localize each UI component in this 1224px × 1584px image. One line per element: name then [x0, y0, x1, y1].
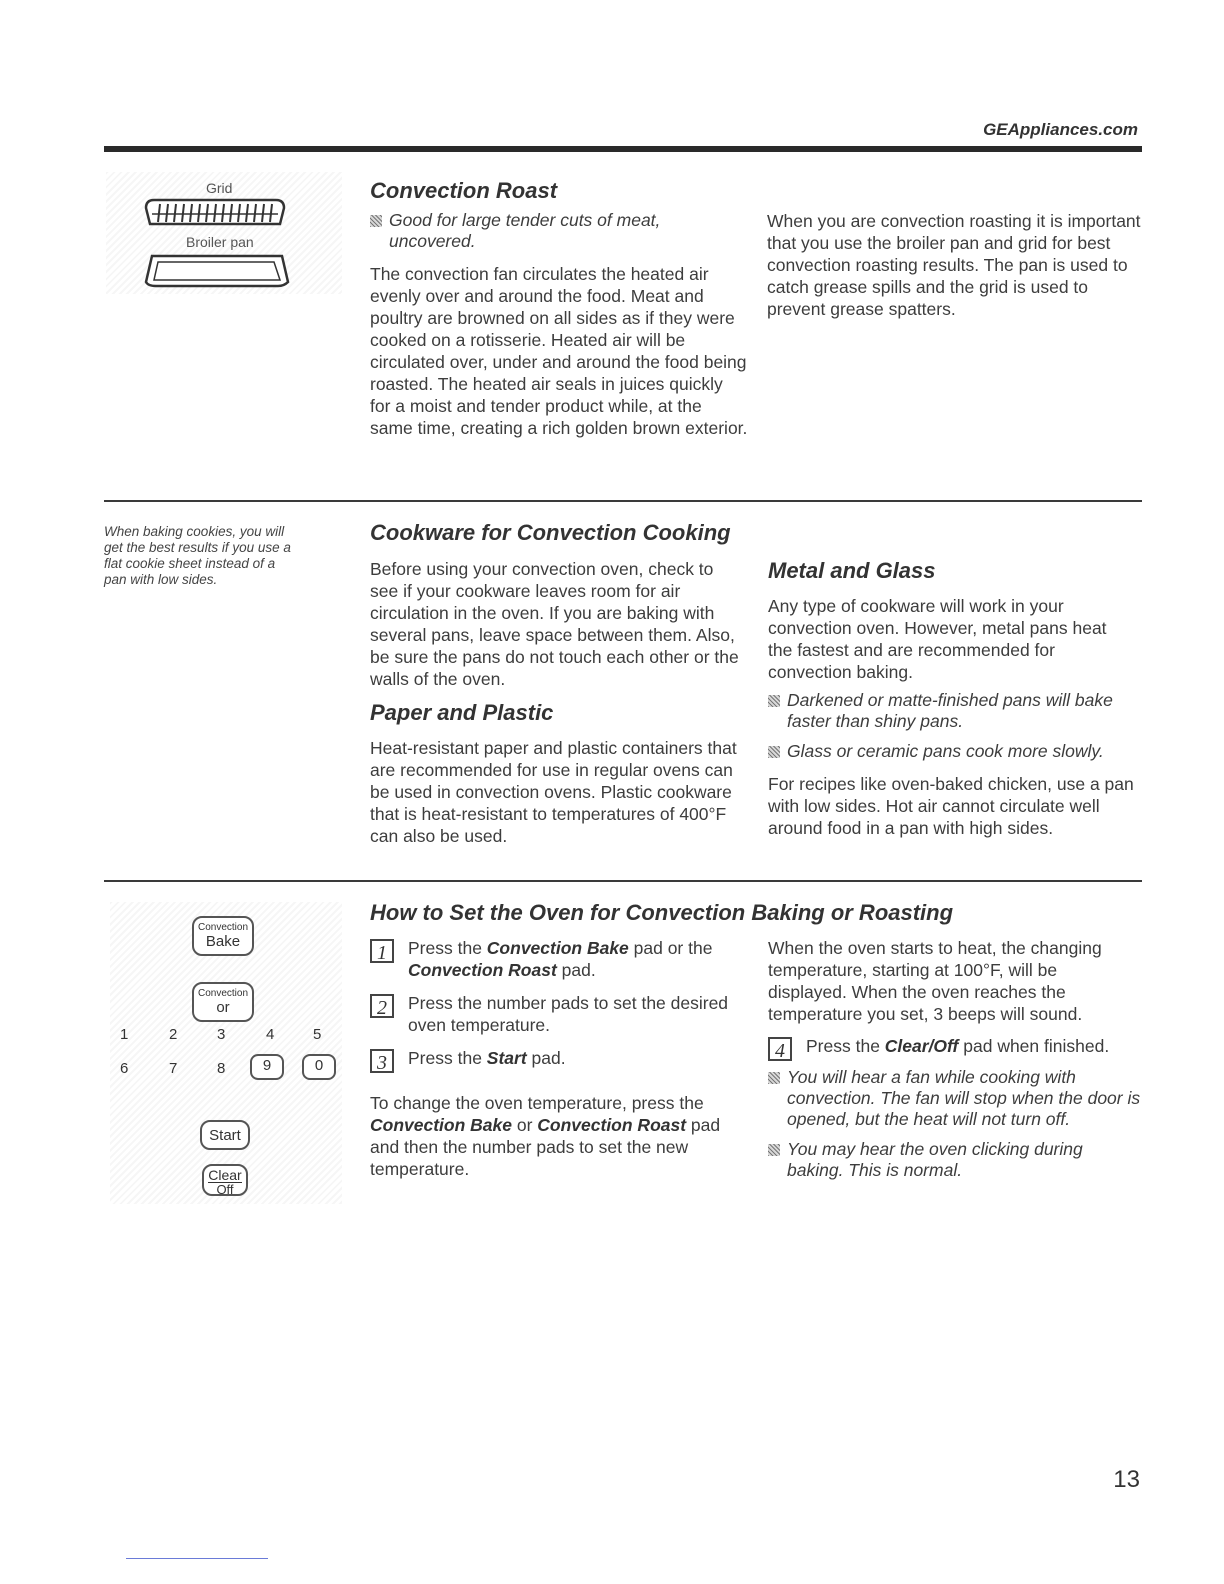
clear-label: Clear	[208, 1167, 242, 1183]
metal-glass-body: Any type of cookware will work in your convection oven. However, metal pans heat the fastest and are recommended for convection baking.	[768, 596, 1107, 682]
pad-top-label: Convection	[197, 922, 249, 933]
bullet-square-icon	[768, 1144, 780, 1156]
bullet-text: Good for large tender cuts of meat, uncovered.	[389, 210, 661, 251]
step-number: 4	[768, 1037, 792, 1061]
grid-label: Grid	[206, 180, 233, 196]
section-divider-2	[104, 880, 1142, 882]
bullet-square-icon	[768, 1072, 780, 1084]
bullet-text: Darkened or matte-finished pans will bake faster than shiny pans.	[787, 690, 1113, 731]
how-to-title: How to Set the Oven for Convection Baking or Roasting	[370, 900, 954, 925]
cookware-title: Cookware for Convection Cooking	[370, 520, 731, 545]
bullet-square-icon	[768, 746, 780, 758]
bullet-text: You may hear the oven clicking during baking. This is normal.	[787, 1139, 1083, 1180]
list-item	[768, 690, 1138, 732]
step-4-text: Press the Clear/Off pad when finished.	[806, 1036, 1110, 1056]
step-3-text: Press the Start pad.	[408, 1048, 566, 1068]
list-item	[768, 741, 1138, 762]
paper-plastic-title: Paper and Plastic	[370, 700, 554, 725]
metal-glass-footer: For recipes like oven-baked chicken, use a pan with low sides. Hot air cannot circulate well around food in a pan with high sides.	[768, 774, 1134, 838]
metal-glass-title: Metal and Glass	[768, 558, 936, 583]
page-number: 13	[1113, 1466, 1140, 1493]
bullet-square-icon	[370, 215, 382, 227]
convection-roast-title: Convection Roast	[370, 178, 558, 203]
digit-6: 6	[120, 1060, 129, 1077]
cookware-body: Before using your convection oven, check to see if your cookware leaves room for air circulation in the oven. If you are baking with several pans, leave space between them. Also, be sure the pans do not touch each other or the walls of the oven.	[370, 559, 739, 689]
pad-bottom-label: Bake	[205, 933, 241, 950]
pad-bottom-label: or	[216, 999, 230, 1016]
digit-2: 2	[169, 1026, 178, 1043]
start-pad	[200, 1120, 250, 1150]
digit-5: 5	[313, 1026, 322, 1043]
convection-bake-pad	[192, 916, 254, 956]
digit-8: 8	[217, 1060, 226, 1077]
broiler-pan-label: Broiler pan	[186, 234, 254, 250]
list-item	[768, 1067, 1144, 1130]
paper-plastic-body: Heat-resistant paper and plastic containers that are recommended for use in regular ovens can be used in convection ovens. Plastic cookware that is heat-resistant to temperatures of 400°F can also be used.	[370, 738, 737, 846]
bullet-square-icon	[768, 695, 780, 707]
step-2-text: Press the number pads to set the desired oven temperature.	[408, 993, 729, 1035]
header-rule	[104, 146, 1142, 152]
broiler-pan-illustration	[106, 172, 342, 294]
step-1	[370, 937, 750, 981]
digit-0-pad	[302, 1054, 336, 1080]
change-temperature-text: To change the oven temperature, press the Convection Bake or Convection Roast pad and then the number pads to set the new temperature.	[370, 1093, 721, 1179]
convection-roast-pad	[192, 982, 254, 1022]
list-item	[768, 1139, 1144, 1181]
bullet-text: You will hear a fan while cooking with convection. The fan will stop when the door is opened, but the heat will not turn off.	[787, 1067, 1141, 1129]
how-to-bullets	[768, 1067, 1144, 1181]
how-to-right-body: When the oven starts to heat, the changing temperature, starting at 100°F, will be displayed. When the oven reaches the temperature you set, 3 beeps will sound.	[768, 938, 1102, 1024]
digit-9-pad	[250, 1054, 284, 1080]
footer-line	[126, 1558, 268, 1559]
convection-roast-bullet	[370, 210, 730, 252]
metal-glass-bullets	[768, 690, 1138, 762]
clear-off-pad	[202, 1164, 248, 1196]
off-label: Off	[216, 1182, 234, 1197]
digit-9: 9	[262, 1057, 272, 1074]
broiler-pan-icon	[144, 252, 290, 288]
step-number: 2	[370, 994, 394, 1018]
cookie-sheet-note: When baking cookies, you will get the best results if you use a flat cookie sheet instead of a pan with low sides.	[104, 524, 291, 587]
convection-roast-right-body: When you are convection roasting it is important that you use the broiler pan and grid for best convection roasting results. The pan is used to catch grease spills and the grid is used to prevent grease spatters.	[767, 211, 1141, 319]
step-1-text: Press the Convection Bake pad or the Convection Roast pad.	[408, 938, 713, 980]
bullet-text: Glass or ceramic pans cook more slowly.	[787, 741, 1104, 761]
digit-4: 4	[266, 1026, 275, 1043]
digit-1: 1	[120, 1026, 129, 1043]
digit-7: 7	[169, 1060, 178, 1077]
digit-3: 3	[217, 1026, 226, 1043]
start-label: Start	[209, 1127, 241, 1144]
step-2	[370, 992, 750, 1036]
section-divider-1	[104, 500, 1142, 502]
digit-0: 0	[314, 1057, 324, 1074]
control-panel-illustration	[110, 902, 342, 1204]
site-url: GEAppliances.com	[983, 120, 1138, 139]
convection-roast-body: The convection fan circulates the heated air evenly over and around the food. Meat and poultry are browned on all sides as if they were cooked on a rotisserie. Heated air will be circulated over, under and around the food being roasted. The heated air seals in juices quickly for a moist and tender product while, at the same time, creating a rich golden brown exterior.	[370, 264, 748, 438]
grid-icon	[144, 198, 286, 230]
step-3	[370, 1047, 750, 1073]
step-4	[768, 1035, 1138, 1061]
step-number: 1	[370, 939, 394, 963]
pad-top-label: Convection	[197, 988, 249, 999]
step-number: 3	[370, 1049, 394, 1073]
